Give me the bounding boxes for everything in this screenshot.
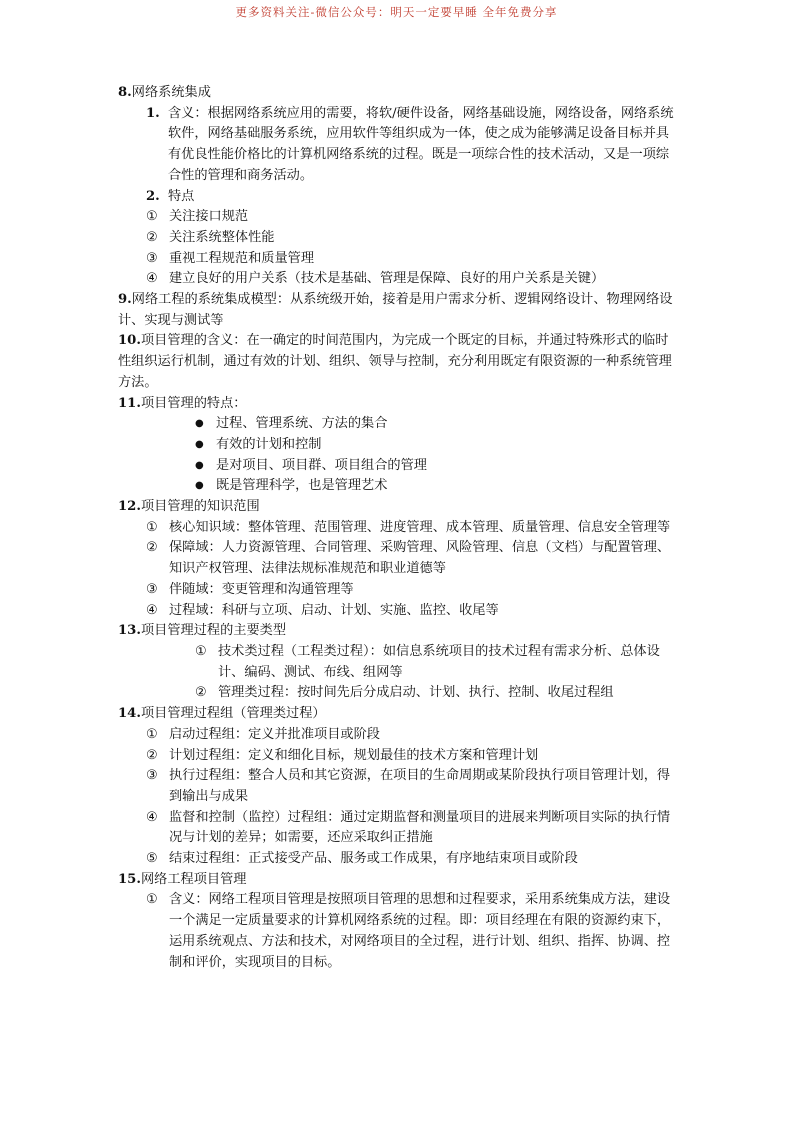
- bullet-text: 既是管理科学，也是管理艺术: [216, 478, 388, 494]
- bullet-icon: ●: [195, 480, 204, 492]
- bullet-text: 有效的计划和控制: [216, 436, 322, 452]
- list-number: 2.: [146, 188, 160, 204]
- section-11-heading: [118, 394, 680, 415]
- list-text: 特点: [168, 188, 195, 204]
- list-item: [118, 269, 680, 290]
- list-number: 1.: [146, 105, 160, 121]
- list-item: [118, 808, 680, 849]
- section-number: 9.: [118, 292, 132, 308]
- section-title: 网络工程项目管理: [140, 871, 247, 887]
- list-marker: ④: [146, 602, 158, 618]
- list-item: [118, 725, 680, 746]
- list-marker: ②: [146, 747, 158, 763]
- list-marker: ①: [146, 892, 158, 908]
- section-number: 13.: [118, 623, 141, 639]
- bullet-icon: ●: [195, 418, 204, 430]
- section-text: 网络工程的系统集成模型：从系统级开始，接着是用户需求分析、逻辑网络设计、物理网络设计、实现与测试等: [118, 292, 673, 328]
- list-text: 含义：根据网络系统应用的需要，将软/硬件设备，网络基础设施，网络设备，网络系统软件，网络基础服务系统，应用软件等组织成为一体，使之成为能够满足设备目标并具有优良性能价格比的计算机网络系统的过程。既是一项综合性的技术活动，又是一项综合性的管理和商务活动。: [168, 105, 674, 183]
- section-10-paragraph: [118, 331, 680, 393]
- header-banner: 更多资料关注-微信公众号：明天一定要早睡 全年免费分享: [235, 5, 558, 19]
- section-number: 15.: [118, 871, 141, 887]
- section-number: 14.: [118, 706, 141, 722]
- list-text: 执行过程组：整合人员和其它资源，在项目的生命周期或某阶段执行项目管理计划，得到输出与成果: [169, 768, 671, 804]
- list-text: 计划过程组：定义和细化目标，规划最佳的技术方案和管理计划: [169, 747, 539, 763]
- list-text: 关注系统整体性能: [169, 229, 275, 245]
- section-8-heading: [118, 83, 680, 104]
- section-title: 项目管理过程的主要类型: [140, 623, 287, 639]
- list-marker: ②: [146, 540, 158, 556]
- list-item: [118, 207, 680, 228]
- list-marker: ④: [146, 271, 158, 287]
- list-text: 建立良好的用户关系（技术是基础、管理是保障、良好的用户关系是关键）: [169, 271, 605, 287]
- list-text: 过程域：科研与立项、启动、计划、实施、监控、收尾等: [169, 602, 499, 618]
- list-item: [118, 683, 680, 704]
- list-marker: ①: [146, 209, 158, 225]
- list-item: [118, 601, 680, 622]
- bullet-item: [118, 476, 680, 497]
- list-item: [118, 849, 680, 870]
- list-item: [118, 187, 680, 208]
- section-number: 10.: [118, 333, 141, 349]
- section-number: 8.: [118, 85, 132, 100]
- section-number: 12.: [118, 499, 141, 515]
- section-title: 项目管理过程组（管理类过程）: [140, 706, 326, 722]
- list-item: [118, 249, 680, 270]
- section-13-heading: [118, 621, 680, 642]
- section-15-heading: [118, 870, 680, 891]
- section-14-heading: [118, 704, 680, 725]
- section-text: 项目管理的含义：在一确定的时间范围内，为完成一个既定的目标，并通过特殊形式的临时性组织运行机制，通过有效的计划、组织、领导与控制，充分利用既定有限资源的一种系统管理方法。: [118, 333, 672, 390]
- bullet-text: 是对项目、项目群、项目组合的管理: [216, 457, 427, 473]
- section-title: 项目管理的知识范围: [140, 499, 260, 515]
- list-item: [118, 538, 680, 579]
- list-marker: ②: [146, 229, 158, 245]
- list-item: [118, 890, 680, 973]
- bullet-item: [118, 414, 680, 435]
- list-text: 管理类过程：按时间先后分成启动、计划、执行、控制、收尾过程组: [218, 685, 614, 701]
- list-text: 结束过程组：正式接受产品、服务或工作成果，有序地结束项目或阶段: [169, 851, 578, 867]
- section-number: 11.: [118, 395, 141, 411]
- list-marker: ⑤: [146, 851, 158, 867]
- list-text: 监督和控制（监控）过程组：通过定期监督和测量项目的进展来判断项目实际的执行情况与计划的差异；如需要，还应采取纠正措施: [169, 809, 671, 846]
- list-text: 启动过程组：定义并批准项目或阶段: [169, 726, 380, 742]
- list-text: 关注接口规范: [169, 209, 249, 225]
- list-text: 伴随域：变更管理和沟通管理等: [169, 581, 354, 597]
- list-marker: ①: [146, 726, 158, 742]
- bullet-icon: ●: [195, 459, 204, 471]
- section-title: 项目管理的特点：: [140, 395, 247, 411]
- list-text: 核心知识域：整体管理、范围管理、进度管理、成本管理、质量管理、信息安全管理等: [169, 519, 671, 535]
- list-item: [118, 228, 680, 249]
- list-item: [118, 746, 680, 767]
- list-text: 保障域：人力资源管理、合同管理、采购管理、风险管理、信息（文档）与配置管理、知识产权管理、法律法规标准规范和职业道德等: [169, 540, 671, 577]
- list-marker: ③: [146, 768, 158, 784]
- document-body: [118, 83, 680, 973]
- list-marker: ①: [146, 519, 158, 535]
- list-marker: ③: [146, 581, 158, 597]
- bullet-item: [118, 456, 680, 477]
- section-12-heading: [118, 497, 680, 518]
- list-item: [118, 580, 680, 601]
- list-item: [118, 766, 680, 807]
- list-item: [118, 518, 680, 539]
- list-marker: ②: [195, 685, 207, 701]
- list-item: [118, 642, 680, 683]
- bullet-item: [118, 435, 680, 456]
- list-text: 技术类过程（工程类过程）：如信息系统项目的技术过程有需求分析、总体设计、编码、测试、布线、组网等: [218, 643, 660, 680]
- section-9-paragraph: [118, 290, 680, 331]
- list-text: 重视工程规范和质量管理: [169, 250, 315, 266]
- bullet-icon: ●: [195, 438, 204, 450]
- bullet-text: 过程、管理系统、方法的集合: [216, 416, 388, 432]
- list-text: 含义：网络工程项目管理是按照项目管理的思想和过程要求，采用系统集成方法，建设一个满足一定质量要求的计算机网络系统的过程。即：项目经理在有限的资源约束下，运用系统观点、方法和技术，对网络项目的全过程，进行计划、组织、指挥、协调、控制和评价，实现项目的目标。: [169, 892, 671, 970]
- list-marker: ④: [146, 809, 158, 825]
- list-marker: ①: [195, 643, 207, 659]
- list-item: [118, 104, 680, 187]
- section-title: 网络系统集成: [131, 85, 211, 100]
- list-marker: ③: [146, 250, 158, 266]
